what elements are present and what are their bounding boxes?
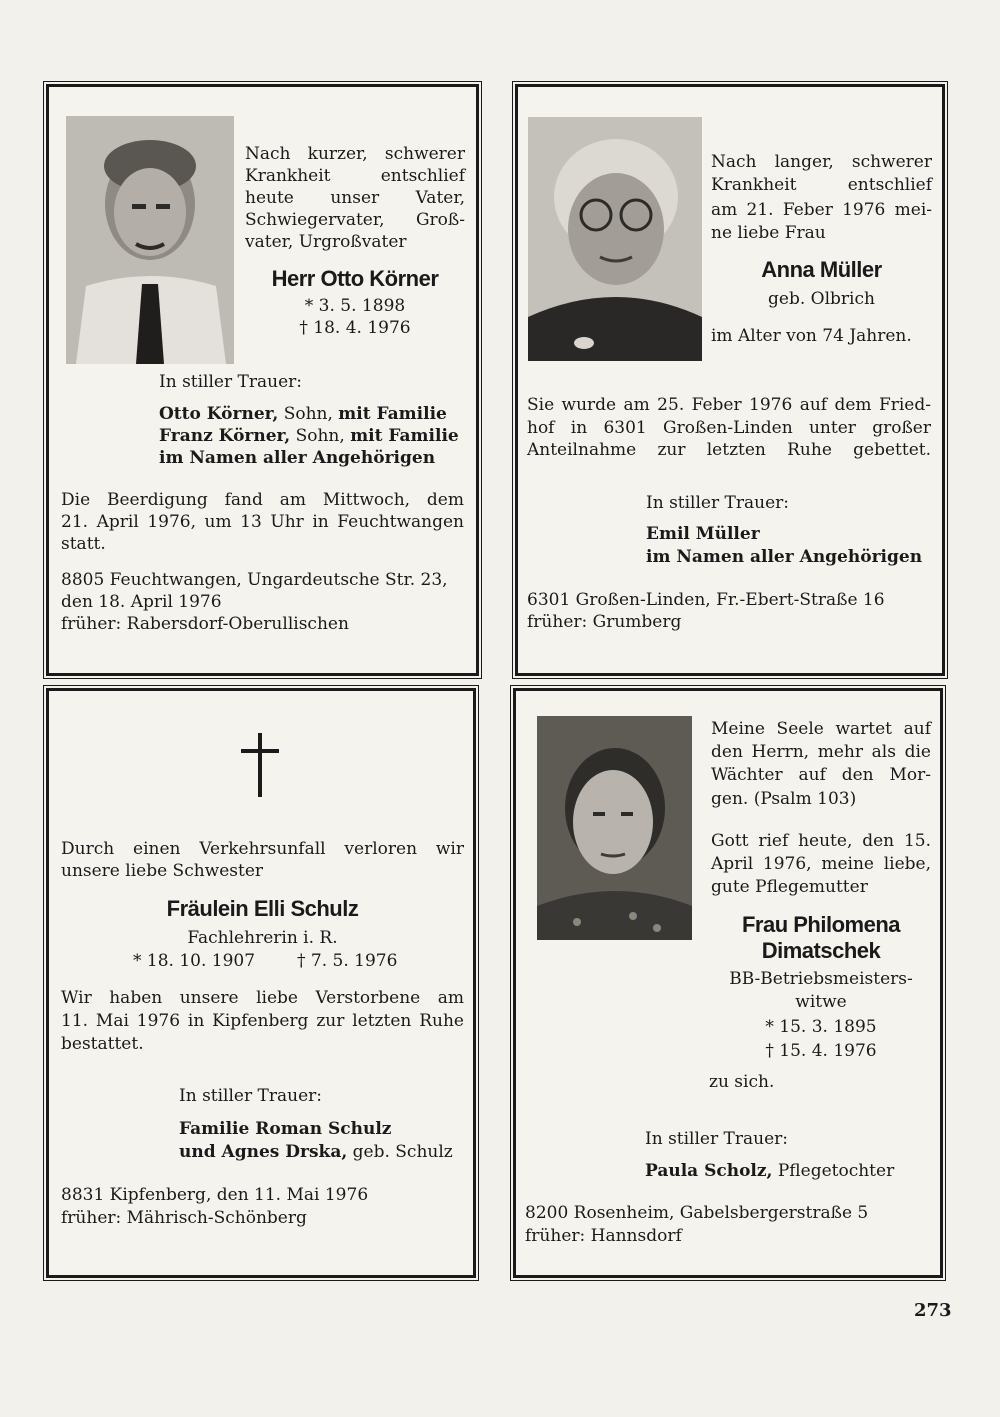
portrait-photo-anna-mueller: [528, 117, 702, 361]
notice1-intro-line: Schwiegervater, Groß-: [245, 210, 465, 230]
death-date: † 18. 4. 1976: [299, 318, 411, 338]
mourner-relation: Sohn,: [290, 426, 351, 446]
notice2-intro-line: ne liebe Frau: [711, 223, 826, 243]
verse-line: Meine Seele wartet auf: [711, 719, 931, 739]
notice4-intro-line: gute Pflegemutter: [711, 877, 868, 897]
funeral-text-line: statt.: [61, 534, 106, 554]
mourner-line: im Namen aller Angehörigen: [159, 448, 436, 468]
mourner-line: im Namen aller Angehörigen: [646, 547, 923, 567]
death-date: † 15. 4. 1976: [765, 1041, 877, 1061]
burial-text-line: hof in 6301 Großen-Linden unter großer: [527, 418, 931, 438]
mourner-relation: Pflegetochter: [772, 1161, 895, 1181]
mourner-name: Otto Körner,: [159, 404, 279, 424]
mourner-relation: geb. Schulz: [347, 1142, 453, 1162]
mourner-name: und Agnes Drska,: [179, 1142, 348, 1162]
mourning-label: In stiller Trauer:: [645, 1129, 788, 1149]
portrait-photo-philomena-dimatschek: [537, 716, 692, 940]
birth-date: * 3. 5. 1898: [304, 296, 406, 316]
maiden-name: geb. Olbrich: [768, 289, 875, 309]
cross-icon-vertical: [258, 733, 262, 797]
notice3-intro-line: unsere liebe Schwester: [61, 861, 264, 881]
address-line: den 18. April 1976: [61, 592, 222, 612]
verse-line: den Herrn, mehr als die: [711, 742, 931, 762]
notice2-intro-line: Nach langer, schwerer: [711, 152, 932, 172]
notice1-intro-line: heute unser Vater,: [245, 188, 465, 208]
mourner-name: Franz Körner,: [159, 426, 291, 446]
notice3-intro-line: Durch einen Verkehrsunfall verloren wir: [61, 839, 464, 859]
burial-text-line: 11. Mai 1976 in Kipfenberg zur letzten Ruhe: [61, 1011, 464, 1031]
address-line: 6301 Großen-Linden, Fr.-Ebert-Straße 16: [527, 590, 885, 610]
page-number: 273: [914, 1300, 952, 1321]
deceased-name: Anna Müller: [761, 257, 882, 282]
address-line: früher: Grumberg: [527, 612, 682, 632]
funeral-text-line: 21. April 1976, um 13 Uhr in Feuchtwangen: [61, 512, 464, 532]
deceased-title: witwe: [795, 992, 847, 1012]
notice4-intro-line: April 1976, meine liebe,: [711, 854, 931, 874]
mourner-family: mit Familie: [350, 426, 459, 446]
mourner-line: [159, 403, 447, 425]
verse-line: gen. (Psalm 103): [711, 789, 857, 809]
notice1-intro-line: Krankheit entschlief: [245, 166, 465, 186]
address-line: früher: Hannsdorf: [525, 1226, 682, 1246]
cross-icon-horizontal: [241, 749, 279, 753]
deceased-name: Herr Otto Körner: [271, 266, 439, 291]
notice1-intro-line: Nach kurzer, schwerer: [245, 144, 465, 164]
mourning-label: In stiller Trauer:: [159, 372, 302, 392]
deceased-title: BB-Betriebsmeisters-: [729, 969, 913, 989]
burial-text-line: bestattet.: [61, 1034, 144, 1054]
closing-text: zu sich.: [709, 1072, 775, 1092]
mourner-relation: Sohn,: [278, 404, 339, 424]
birth-date: * 18. 10. 1907: [133, 951, 256, 971]
deceased-name: Fräulein Elli Schulz: [166, 896, 359, 921]
notice2-intro-line: Krankheit entschlief: [711, 175, 932, 195]
notice1-intro-line: vater, Urgroßvater: [245, 232, 407, 252]
portrait-photo-otto-koerner: [66, 116, 234, 364]
mourner-line: [159, 425, 459, 447]
burial-text-line: Sie wurde am 25. Feber 1976 auf dem Fried-: [527, 395, 931, 415]
notice4-intro-line: Gott rief heute, den 15.: [711, 831, 931, 851]
mourning-label: In stiller Trauer:: [179, 1086, 322, 1106]
notice2-intro-line: am 21. Feber 1976 mei-: [711, 200, 932, 220]
address-line: früher: Mährisch-Schönberg: [61, 1208, 307, 1228]
birth-date: * 15. 3. 1895: [765, 1017, 877, 1037]
address-line: 8805 Feuchtwangen, Ungardeutsche Str. 23,: [61, 570, 448, 590]
mourner-line: Emil Müller: [646, 524, 760, 544]
mourner-line: [645, 1160, 894, 1182]
address-line: früher: Rabersdorf-Oberullischen: [61, 614, 349, 634]
address-line: 8200 Rosenheim, Gabelsbergerstraße 5: [525, 1203, 869, 1223]
age-text: im Alter von 74 Jahren.: [711, 326, 912, 346]
deceased-title: Fachlehrerin i. R.: [187, 928, 338, 948]
mourner-family: mit Familie: [338, 404, 447, 424]
mourner-name: Paula Scholz,: [645, 1161, 773, 1181]
deceased-name: Frau Philomena: [741, 912, 901, 937]
funeral-text-line: Die Beerdigung fand am Mittwoch, dem: [61, 490, 464, 510]
address-line: 8831 Kipfenberg, den 11. Mai 1976: [61, 1185, 369, 1205]
deceased-name: Dimatschek: [761, 938, 881, 963]
mourning-label: In stiller Trauer:: [646, 493, 789, 513]
mourner-line: Familie Roman Schulz: [179, 1119, 392, 1139]
verse-line: Wächter auf den Mor-: [711, 765, 931, 785]
burial-text-line: Anteilnahme zur letzten Ruhe gebettet.: [527, 440, 931, 460]
burial-text-line: Wir haben unsere liebe Verstorbene am: [61, 988, 464, 1008]
mourner-line: [179, 1141, 453, 1163]
death-date: † 7. 5. 1976: [297, 951, 398, 971]
